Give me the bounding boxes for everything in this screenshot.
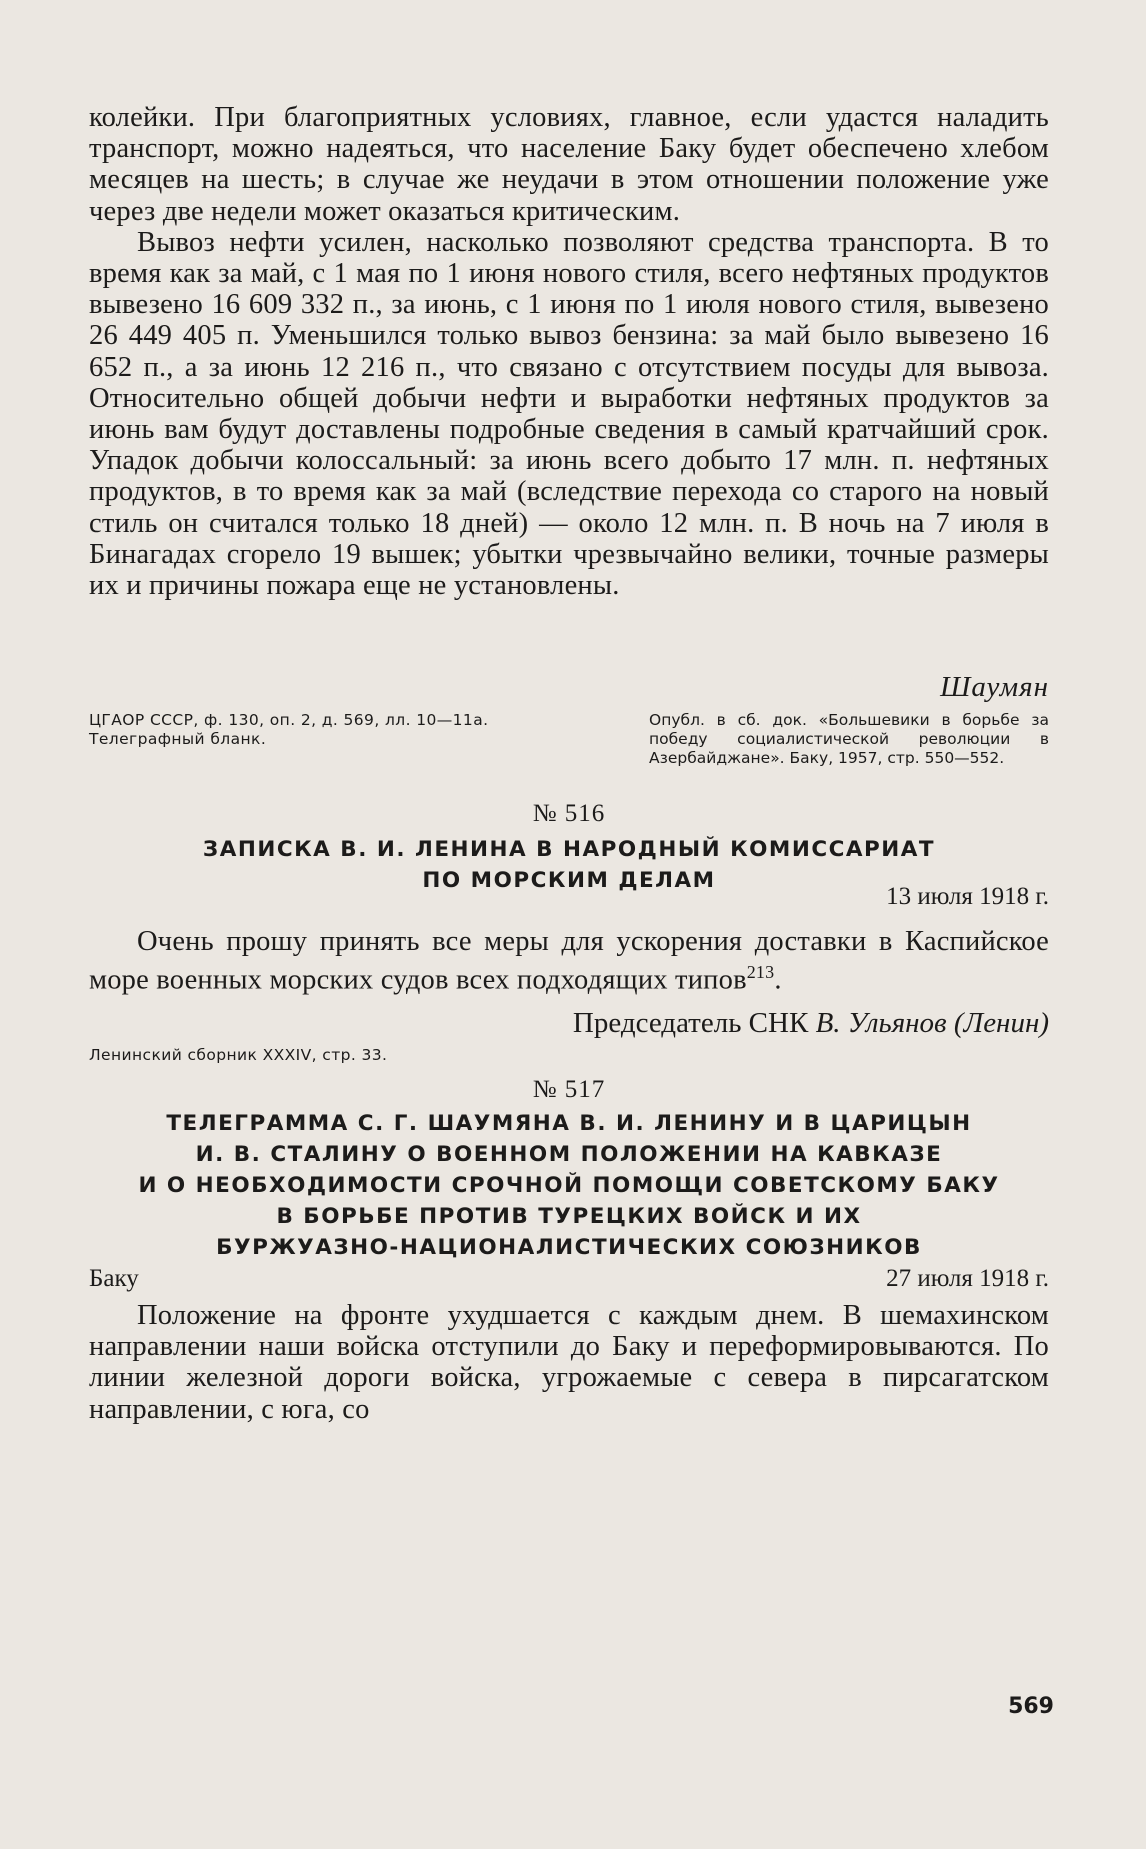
place-date-line	[89, 1264, 1049, 1294]
document-number: № 516	[532, 800, 606, 827]
document-text	[89, 1300, 1049, 1425]
title-line: В БОРЬБЕ ПРОТИВ ТУРЕЦКИХ ВОЙСК И ИХ	[276, 1204, 862, 1229]
title-line: И. В. СТАЛИНУ О ВОЕННОМ ПОЛОЖЕНИИ НА КАВКАЗЕ	[195, 1142, 943, 1167]
archive-reference: ЦГАОР СССР, ф. 130, оп. 2, д. 569, лл. 10—11а. Телеграфный бланк.	[89, 711, 489, 748]
source-reference: Ленинский сборник XXXIV, стр. 33.	[89, 1046, 388, 1064]
title-line: И О НЕОБХОДИМОСТИ СРОЧНОЙ ПОМОЩИ СОВЕТСКОМУ БАКУ	[138, 1173, 1000, 1198]
document-place: Баку	[89, 1265, 139, 1292]
publication-reference: Опубл. в сб. док. «Большевики в борьбе за победу социалистической революции в Азербайджане». Баку, 1957, стр. 550—552.	[649, 711, 1049, 767]
signature-lenin	[89, 1006, 1049, 1040]
footnote-ref: 213	[746, 962, 775, 983]
title-line: БУРЖУАЗНО-НАЦИОНАЛИСТИЧЕСКИХ СОЮЗНИКОВ	[216, 1235, 922, 1260]
title-line: ТЕЛЕГРАММА С. Г. ШАУМЯНА В. И. ЛЕНИНУ И В ЦАРИЦЫН	[166, 1111, 972, 1136]
title-line: ЗАПИСКА В. И. ЛЕНИНА В НАРОДНЫЙ КОМИССАРИАТ	[202, 837, 936, 862]
title-line: ПО МОРСКИМ ДЕЛАМ	[422, 868, 716, 893]
document-text: Очень прошу принять все меры для ускорения доставки в Каспийское море военных морских судов всех подходящих типов$^{213}$.	[89, 926, 1049, 996]
document-number: № 517	[532, 1076, 606, 1103]
paragraph: Положение на фронте ухудшается с каждым днем. В шемахинском направлении наши войска отступили до Баку и переформировываются. По линии железной дороги войска, угрожаемые с севера в пирсагатском направлении, с юга, со	[89, 1300, 1049, 1425]
date-line	[89, 882, 1049, 912]
signature-title: Председатель СНК	[572, 1007, 809, 1039]
page-number: 569	[1008, 1694, 1054, 1719]
signature-shaumyan: Шаумян	[940, 671, 1049, 703]
document-date: 13 июля 1918 г.	[886, 883, 1049, 910]
continuation-text	[89, 102, 1049, 601]
signature-name: В. Ульянов (Ленин)	[815, 1007, 1049, 1039]
paragraph: Очень прошу принять все меры для ускорения доставки в Каспийское море военных морских судов всех подходящих типов	[89, 926, 1049, 996]
document-title	[89, 1108, 1049, 1263]
source-block	[89, 711, 1049, 768]
paragraph: Вывоз нефти усилен, насколько позволяют средства транспорта. В то время как за май, с 1 мая по 1 июня нового стиля, всего нефтяных продуктов вывезено 16 609 332 п., за июнь, с 1 июня по 1 июля нового стиля, вывезено 26 449 405 п. Уменьшился только вывоз бензина: за май было вывезено 16 652 п., а за июнь 12 216 п., что связано с отсутствием посуды для вывоза. Относительно общей добычи нефти и выработки нефтяных продуктов за июнь вам будут доставлены подробные сведения в самый кратчайший срок. Упадок добычи колоссальный: за июнь всего добыто 17 млн. п. нефтяных продуктов, в то время как за май (вследствие перехода со старого на новый стиль он считался только 18 дней) — около 12 млн. п. В ночь на 7 июля в Бинагадах сгорело 19 вышек; убытки чрезвычайно велики, точные размеры их и причины пожара еще не установлены.	[89, 226, 1049, 602]
document-date: 27 июля 1918 г.	[886, 1265, 1049, 1292]
paragraph: колейки. При благоприятных условиях, главное, если удастся наладить транспорт, можно надеяться, что население Баку будет обеспечено хлебом месяцев на шесть; в случае же неудачи в этом отношении положение уже через две недели может оказаться критическим.	[89, 102, 1049, 227]
